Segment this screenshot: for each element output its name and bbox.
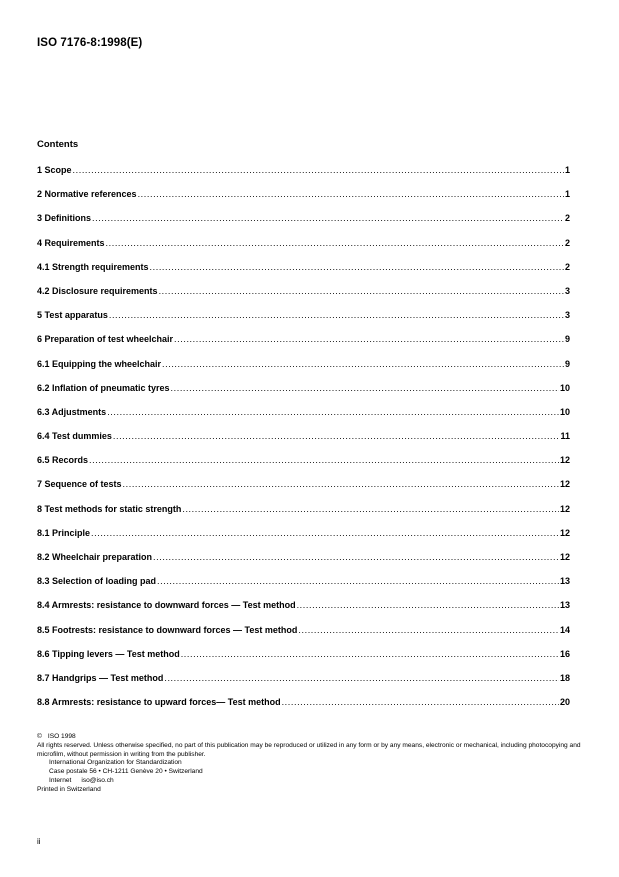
toc-dot-leader xyxy=(171,383,559,393)
toc-entry-title: 8.3 Selection of loading pad xyxy=(37,576,157,587)
copyright-rights: All rights reserved. Unless otherwise specified, no part of this publication may be reproduced or utilized in any form or by any means, electronic or mechanical, including photocopying and microfilm, without permission in writing from the publisher. xyxy=(37,741,581,758)
toc-entry[interactable] xyxy=(37,697,570,721)
toc-entry[interactable] xyxy=(37,262,570,286)
toc-dot-leader xyxy=(159,286,564,296)
toc-entry-page: 9 xyxy=(564,358,570,369)
toc-entry-page: 3 xyxy=(564,285,570,296)
toc-entry-title: 8.8 Armrests: resistance to upward forces— Test method xyxy=(37,697,281,708)
toc-entry[interactable] xyxy=(37,310,570,334)
toc-dot-leader xyxy=(113,431,560,441)
toc-dot-leader xyxy=(174,334,564,344)
toc-entry-page: 11 xyxy=(560,431,570,442)
toc-entry-page: 3 xyxy=(564,310,570,321)
toc-dot-leader xyxy=(153,552,559,562)
toc-entry-page: 12 xyxy=(559,552,570,562)
toc-entry[interactable] xyxy=(37,189,570,213)
toc-entry[interactable] xyxy=(37,552,570,576)
toc-dot-leader xyxy=(297,600,559,610)
toc-entry-title: 8.4 Armrests: resistance to downward forces — Test method xyxy=(37,600,296,611)
toc-entry-title: 6.4 Test dummies xyxy=(37,431,112,442)
copyright-internet xyxy=(37,777,582,786)
copyright-year-line xyxy=(37,733,582,742)
copyright-address: Case postale 56 • CH-1211 Genève 20 • Switzerland xyxy=(49,768,203,776)
internet-label: Internet xyxy=(49,776,72,784)
toc-entry-page: 13 xyxy=(559,576,570,587)
toc-entry[interactable] xyxy=(37,334,570,358)
toc-entry-page: 20 xyxy=(559,697,570,708)
toc-entry[interactable] xyxy=(37,238,570,262)
toc-entry-page: 13 xyxy=(559,600,570,611)
table-of-contents xyxy=(37,165,570,721)
toc-entry[interactable] xyxy=(37,455,570,479)
toc-dot-leader xyxy=(182,504,559,514)
contents-heading: Contents xyxy=(37,139,79,150)
toc-dot-leader xyxy=(282,697,559,707)
toc-dot-leader xyxy=(150,262,564,272)
copyright-block xyxy=(37,733,582,795)
toc-entry-title: 7 Sequence of tests xyxy=(37,479,122,490)
toc-entry[interactable] xyxy=(37,600,570,624)
toc-entry[interactable] xyxy=(37,576,570,600)
toc-entry[interactable] xyxy=(37,213,570,237)
toc-dot-leader xyxy=(107,407,559,417)
toc-entry-title: 3 Definitions xyxy=(37,213,92,224)
toc-entry[interactable] xyxy=(37,165,570,189)
toc-entry[interactable] xyxy=(37,359,570,383)
toc-entry-page: 14 xyxy=(559,624,570,635)
toc-entry-title: 2 Normative references xyxy=(37,189,137,200)
toc-entry[interactable] xyxy=(37,528,570,552)
toc-entry-title: 6.1 Equipping the wheelchair xyxy=(37,358,162,369)
page-number: ii xyxy=(37,837,41,846)
toc-dot-leader xyxy=(162,359,564,369)
internet-address-link[interactable]: iso@iso.ch xyxy=(81,776,114,784)
toc-entry-title: 8 Test methods for static strength xyxy=(37,503,182,514)
toc-dot-leader xyxy=(89,455,559,465)
toc-entry-page: 12 xyxy=(559,503,570,514)
toc-entry-page: 12 xyxy=(559,527,570,538)
toc-entry-title: 6.3 Adjustments xyxy=(37,406,107,417)
toc-entry-page: 9 xyxy=(564,334,570,345)
toc-entry-page: 16 xyxy=(559,648,570,659)
toc-entry-page: 2 xyxy=(564,213,570,224)
toc-entry-page: 12 xyxy=(559,479,570,490)
toc-dot-leader xyxy=(123,479,559,489)
toc-entry[interactable] xyxy=(37,504,570,528)
toc-dot-leader xyxy=(164,673,559,683)
toc-entry-title: 4.1 Strength requirements xyxy=(37,261,149,272)
toc-entry[interactable] xyxy=(37,649,570,673)
document-header: ISO 7176-8:1998(E) xyxy=(37,37,143,49)
toc-entry[interactable] xyxy=(37,625,570,649)
toc-entry-page: 2 xyxy=(564,237,570,248)
copyright-org-name: International Organization for Standardization xyxy=(49,759,182,767)
copyright-symbol: © xyxy=(37,733,42,740)
toc-dot-leader xyxy=(157,576,559,586)
copyright-year: ISO 1998 xyxy=(47,733,76,740)
toc-dot-leader xyxy=(109,310,564,320)
toc-dot-leader xyxy=(138,189,564,199)
toc-entry-page: 10 xyxy=(559,406,570,417)
toc-dot-leader xyxy=(91,528,559,538)
toc-dot-leader xyxy=(181,649,559,659)
toc-entry-page: 2 xyxy=(564,261,570,272)
toc-entry-title: 8.7 Handgrips — Test method xyxy=(37,672,164,683)
toc-dot-leader xyxy=(92,213,564,223)
toc-entry-title: 8.5 Footrests: resistance to downward forces — Test method xyxy=(37,624,298,635)
printed-in: Printed in Switzerland xyxy=(37,785,101,793)
toc-entry-page: 12 xyxy=(559,455,570,466)
toc-entry-page: 10 xyxy=(559,382,570,393)
toc-dot-leader xyxy=(106,238,564,248)
toc-entry[interactable] xyxy=(37,383,570,407)
toc-entry-page: 18 xyxy=(559,672,570,683)
toc-entry-title: 6.5 Records xyxy=(37,455,89,466)
toc-entry-title: 4.2 Disclosure requirements xyxy=(37,285,158,296)
toc-entry-title: 5 Test apparatus xyxy=(37,310,108,321)
toc-entry[interactable] xyxy=(37,431,570,455)
toc-dot-leader xyxy=(298,625,559,635)
toc-entry-title: 8.6 Tipping levers — Test method xyxy=(37,648,180,659)
toc-entry[interactable] xyxy=(37,286,570,310)
toc-entry-title: 8.1 Principle xyxy=(37,527,91,538)
toc-entry-page: 1 xyxy=(564,189,570,200)
toc-entry-title: 4 Requirements xyxy=(37,237,105,248)
toc-entry-title: 6 Preparation of test wheelchair xyxy=(37,334,174,345)
toc-entry-title: 6.2 Inflation of pneumatic tyres xyxy=(37,382,170,393)
toc-entry-title: 1 Scope xyxy=(37,165,72,175)
toc-entry[interactable] xyxy=(37,479,570,503)
toc-entry[interactable] xyxy=(37,673,570,697)
toc-entry[interactable] xyxy=(37,407,570,431)
toc-entry-title: 8.2 Wheelchair preparation xyxy=(37,552,153,562)
toc-entry-page: 1 xyxy=(564,165,570,175)
toc-dot-leader xyxy=(73,165,564,175)
